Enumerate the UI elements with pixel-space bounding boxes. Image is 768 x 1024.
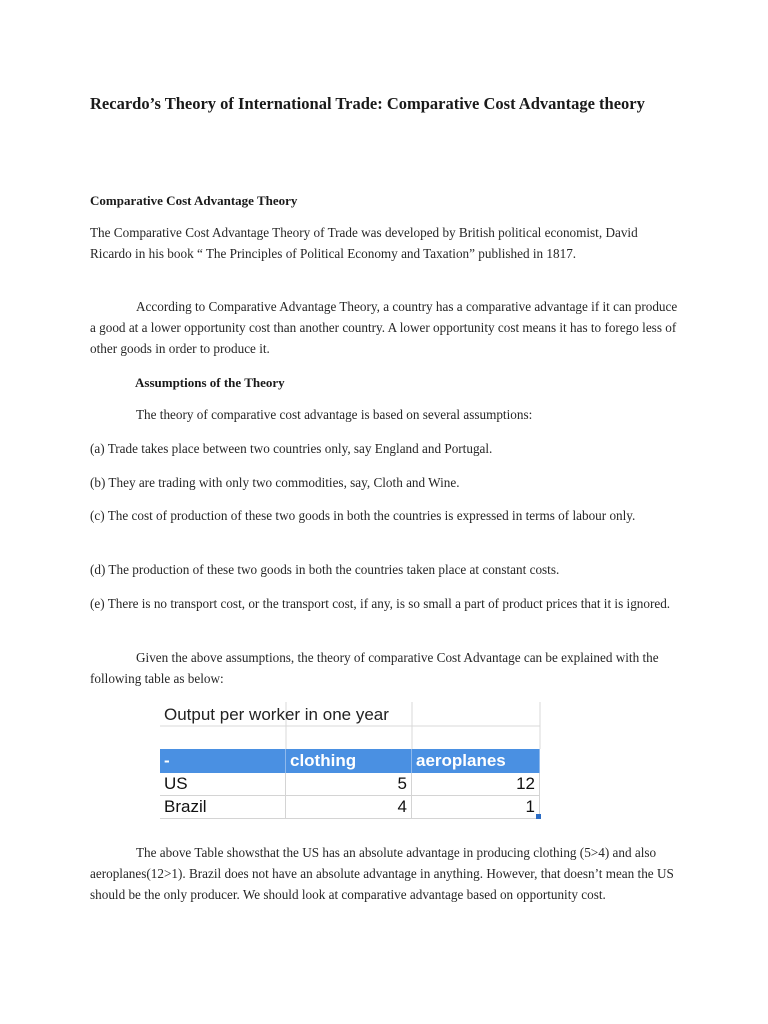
table-row [160, 773, 540, 796]
assumption-c: (c) The cost of production of these two goods in both the countries is expressed in terms of labour only. [90, 508, 636, 523]
table-cell: US [160, 773, 286, 796]
table-cell: 4 [286, 796, 412, 819]
table-caption: Output per worker in one year [164, 705, 389, 724]
paragraph-intro: The Comparative Cost Advantage Theory of Trade was developed by British political economist, David Ricardo in his book “ The Principles of Political Economy and Taxation” published in 1817. [90, 225, 638, 261]
table-row [160, 796, 540, 819]
section-heading: Comparative Cost Advantage Theory [90, 193, 298, 208]
assumptions-heading: Assumptions of the Theory [135, 375, 285, 390]
document-title: Recardo’s Theory of International Trade: Comparative Cost Advantage theory [90, 94, 645, 113]
table-header-row [160, 749, 540, 773]
table-cell: 5 [286, 773, 412, 796]
table-header-cell: - [160, 749, 286, 773]
assumption-b: (b) They are trading with only two commodities, say, Cloth and Wine. [90, 475, 460, 490]
assumptions-intro: The theory of comparative cost advantage is based on several assumptions: [136, 407, 533, 422]
paragraph-according: According to Comparative Advantage Theory, a country has a comparative advantage if it can produce a good at a lower opportunity cost than another country. A lower opportunity cost means it has to forego less of other goods in order to produce it. [90, 299, 678, 356]
table-cell: Brazil [160, 796, 286, 819]
table-cell: 1 [412, 796, 540, 819]
assumption-d: (d) The production of these two goods in both the countries taken place at constant costs. [90, 562, 560, 577]
selection-handle [536, 814, 541, 819]
table-header-cell: aeroplanes [412, 749, 540, 773]
paragraph-given: Given the above assumptions, the theory of comparative Cost Advantage can be explained with the following table as below: [90, 650, 659, 686]
assumption-e: (e) There is no transport cost, or the transport cost, if any, is so small a part of product prices that it is ignored. [90, 596, 671, 611]
table-header-cell: clothing [286, 749, 412, 773]
assumption-a: (a) Trade takes place between two countries only, say England and Portugal. [90, 441, 493, 456]
table-cell: 12 [412, 773, 540, 796]
output-table [160, 702, 544, 818]
paragraph-above-table: The above Table showsthat the US has an absolute advantage in producing clothing (5>4) and also aeroplanes(12>1). Brazil does not have an absolute advantage in anything. However, that doesn’t mean the US should be the only producer. We should look at comparative advantage based on opportunity cost. [90, 845, 674, 902]
